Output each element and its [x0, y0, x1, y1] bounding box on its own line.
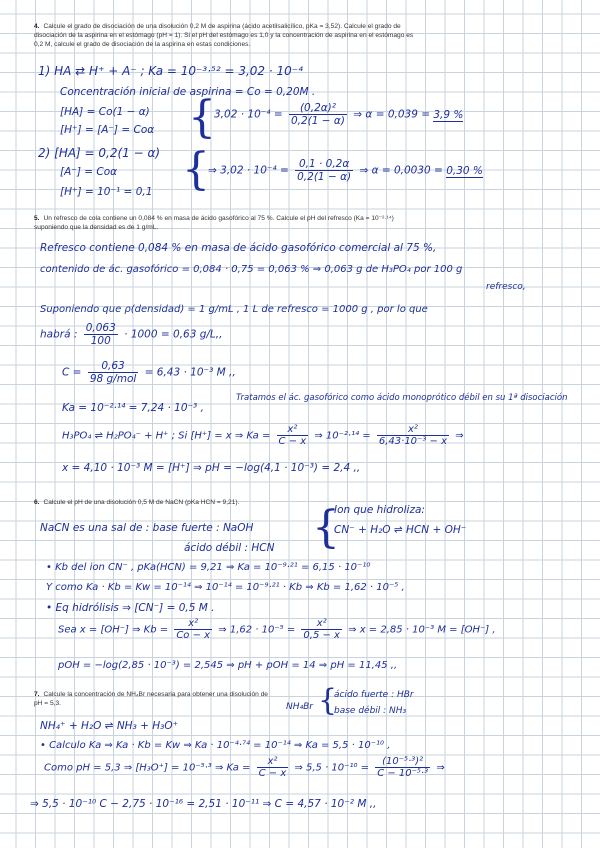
problem-5-text: Un refresco de cola contiene un 0,084 % en masa de ácido gasofórico al 75 %. Calcule el pH del refresco (Ka = 10⁻²·¹⁴) suponiendo que la densidad es de 1 g/mL.	[34, 215, 394, 231]
p4-line-4: [H⁺] = [A⁻] = Coα	[60, 124, 155, 136]
problem-7-number: 7.	[34, 691, 40, 698]
p4-equation-1	[214, 102, 463, 127]
problem-6-statement	[34, 498, 354, 507]
p6-l5-fraction-2	[301, 618, 342, 641]
p6-line-3: Y como Ka · Kb = Kw = 10⁻¹⁴ ⇒ 10⁻¹⁴ = 10⁻⁹·²¹ · Kb ⇒ Kb = 1,62 · 10⁻⁵ ,	[46, 582, 405, 593]
p5-line-1: Refresco contiene 0,084 % en masa de ácido gasofórico comercial al 75 %,	[40, 242, 437, 254]
problem-7-text: Calcule la concentración de NH₄Br necesaria para obtener una disolución de pH = 5,3.	[34, 691, 268, 707]
p6-l5-denominator-1: Co − x	[176, 630, 211, 641]
p4-line-1: 1) HA ⇄ H⁺ + A⁻ ; Ka = 10⁻³·⁵² = 3,02 · 10⁻⁴	[38, 64, 303, 78]
p6-l5-denominator-2: 0,5 − x	[303, 630, 340, 641]
p4-eq2-denominator: 0,2(1 − α)	[297, 171, 352, 183]
p7-l4-fraction-1	[257, 756, 289, 779]
p5-l5-right: = 6,43 · 10⁻³ M ,,	[144, 366, 236, 379]
p5-l4-denominator: 100	[90, 335, 111, 347]
p4-eq2-result: ⇒ α = 0,0030 =	[359, 164, 443, 177]
p7-line-3: • Calculo Ka ⇒ Ka · Kb = Kw ⇒ Ka · 10⁻⁴·⁷⁴ = 10⁻¹⁴ ⇒ Ka = 5,5 · 10⁻¹⁰ ,	[40, 740, 391, 751]
p5-line-4	[40, 322, 222, 347]
p5-l7-denominator-1: C − x	[278, 436, 307, 447]
p7-l4-fraction-2	[375, 756, 430, 779]
p7-strong-acid: ácido fuerte : HBr	[334, 690, 414, 700]
problem-6-text: Calcule el pH de una disolución 0,5 M de NaCN (pKa HCN = 9,21).	[43, 499, 240, 506]
p6-note: Ion que hidroliza:	[334, 504, 425, 516]
p5-l7-numerator-1: x²	[277, 424, 309, 436]
p6-line-1: NaCN es una sal de : base fuerte : NaOH	[40, 522, 254, 534]
p5-l7-mid: ⇒ 10⁻²·¹⁴ =	[314, 430, 371, 442]
p4-brace-2: {	[182, 144, 210, 195]
problem-4-text: Calcule el grado de disociación de una disolución 0,2 M de aspirina (ácido acetilsalicílico, pKa = 3,52). Calcule el grado de disociación de la aspirina en el estómago (pH = 1). Si el pH del estómago es 1,0 y la concentración de aspirina en el estómago es 0,2 M, calcule el grado de disociación de la aspirina en estas condiciones.	[34, 23, 414, 48]
p6-line-6: pOH = −log(2,85 · 10⁻³) = 2,545 ⇒ pH + pOH = 14 ⇒ pH = 11,45 ,,	[58, 660, 398, 671]
p4-eq2-fraction	[295, 158, 353, 183]
p5-l4-fraction	[84, 322, 118, 347]
p5-line-7	[62, 424, 464, 447]
problem-6-number: 6.	[34, 499, 40, 506]
p5-l5-fraction	[88, 360, 138, 385]
p5-line-8: x = 4,10 · 10⁻³ M = [H⁺] ⇒ pH = −log(4,1 · 10⁻³) = 2,4 ,,	[62, 462, 361, 474]
p4-eq2-left: ⇒ 3,02 · 10⁻⁴ =	[208, 164, 289, 177]
p7-line-5: ⇒ 5,5 · 10⁻¹⁰ C − 2,75 · 10⁻¹⁶ = 2,51 · 10⁻¹¹ ⇒ C = 4,57 · 10⁻² M ,,	[30, 798, 377, 810]
p4-line-3: [HA] = Co(1 − α)	[60, 106, 150, 118]
p7-l4-numerator-1: x²	[257, 756, 289, 768]
problem-4-number: 4.	[34, 23, 40, 30]
p4-brace-1: {	[188, 92, 216, 143]
p4-eq1-denominator: 0,2(1 − α)	[290, 115, 345, 127]
p5-l5-left: C =	[62, 366, 82, 379]
p7-l4-denominator-2: C − 10⁻⁵·³	[377, 768, 429, 779]
p5-l7-fraction-2	[377, 424, 449, 447]
p5-line-2: contenido de ác. gasofórico = 0,084 · 0,75 = 0,063 % ⇒ 0,063 g de H₃PO₄ por 100 g	[40, 264, 463, 275]
p6-l5-numerator-2: x²	[301, 618, 342, 630]
p7-line-4	[44, 756, 445, 779]
p4-answer-2: 0,30 %	[446, 164, 483, 177]
p5-l4-left: habrá :	[40, 328, 78, 341]
p4-line-2: Concentración inicial de aspirina = Co = 0,20M .	[60, 86, 316, 98]
p6-hydrolysis-eq: CN⁻ + H₂O ⇌ HCN + OH⁻	[334, 524, 467, 536]
problem-7-statement	[34, 690, 274, 708]
p5-l5-numerator: 0,63	[88, 360, 138, 373]
p6-l5-end: ⇒ x = 2,85 · 10⁻³ M = [OH⁻] ,	[348, 624, 496, 636]
p4-line-6: 2) [HA] = 0,2(1 − α)	[38, 146, 161, 160]
p6-l5-numerator-1: x²	[174, 618, 212, 630]
p5-l4-numerator: 0,063	[85, 322, 116, 334]
p5-line-5	[62, 360, 236, 385]
problem-5-number: 5.	[34, 215, 40, 222]
p7-l4-denominator-1: C − x	[258, 768, 287, 779]
p6-line-2: • Kb del ion CN⁻ , pKa(HCN) = 9,21 ⇒ Ka = 10⁻⁹·²¹ = 6,15 · 10⁻¹⁰	[46, 562, 371, 573]
p7-l4-left: Como pH = 5,3 ⇒ [H₃O⁺] = 10⁻⁵·³ ⇒ Ka =	[44, 762, 251, 774]
p4-eq1-fraction	[289, 102, 347, 127]
p7-l4-end: ⇒	[436, 762, 445, 774]
p5-l7-left: H₃PO₄ ⇌ H₂PO₄⁻ + H⁺ ; Si [H⁺] = x ⇒ Ka =	[62, 430, 271, 442]
p4-answer-1: 3,9 %	[433, 108, 464, 121]
p6-l5-left: Sea x = [OH⁻] ⇒ Kb =	[58, 624, 169, 636]
p7-salt: NH₄Br	[286, 702, 313, 712]
p7-brace: {	[318, 683, 338, 718]
p5-l7-fraction-1	[277, 424, 309, 447]
p7-l4-mid: ⇒ 5,5 · 10⁻¹⁰ =	[294, 762, 370, 774]
problem-5-statement	[34, 214, 424, 232]
p4-eq1-left: 3,02 · 10⁻⁴ =	[214, 108, 283, 121]
p4-eq1-numerator: (0,2α)²	[289, 102, 347, 115]
p4-eq1-result: ⇒ α = 0,039 =	[353, 108, 431, 121]
p6-line-1b: ácido débil : HCN	[184, 542, 275, 554]
p5-l5-denominator: 98 g/mol	[89, 373, 137, 385]
p6-l5-fraction-1	[174, 618, 212, 641]
p5-annotation: Tratamos el ác. gasofórico como ácido monoprótico débil en su 1ª disociación	[236, 393, 568, 403]
p7-weak-base: base débil : NH₃	[334, 706, 407, 716]
p5-line-2b: refresco,	[486, 282, 526, 292]
p7-line-2: NH₄⁺ + H₂O ⇌ NH₃ + H₃O⁺	[40, 720, 179, 732]
p6-l5-mid: ⇒ 1,62 · 10⁻⁵ =	[218, 624, 296, 636]
p7-l4-numerator-2: (10⁻⁵·³)²	[375, 756, 430, 768]
p5-line-3: Suponiendo que ρ(densidad) = 1 g/mL , 1 L de refresco = 1000 g , por lo que	[40, 304, 428, 315]
problem-4-statement	[34, 22, 424, 49]
p5-l7-denominator-2: 6,43·10⁻³ − x	[378, 436, 447, 447]
p4-eq2-numerator: 0,1 · 0,2α	[295, 158, 353, 171]
p4-equation-2	[208, 158, 483, 183]
p6-line-4: • Eq hidrólisis ⇒ [CN⁻] = 0,5 M .	[46, 602, 215, 614]
p5-l7-numerator-2: x²	[377, 424, 449, 436]
p6-line-5	[58, 618, 496, 641]
p5-l7-end: ⇒	[455, 430, 464, 442]
p6-brace: {	[312, 502, 340, 553]
p5-l4-right: · 1000 = 0,63 g/L,,	[124, 328, 223, 341]
p5-line-6: Ka = 10⁻²·¹⁴ = 7,24 · 10⁻³ ,	[62, 402, 204, 414]
p4-line-8: [H⁺] = 10⁻¹ = 0,1	[60, 186, 153, 198]
p4-line-7: [A⁻] = Coα	[60, 166, 118, 178]
